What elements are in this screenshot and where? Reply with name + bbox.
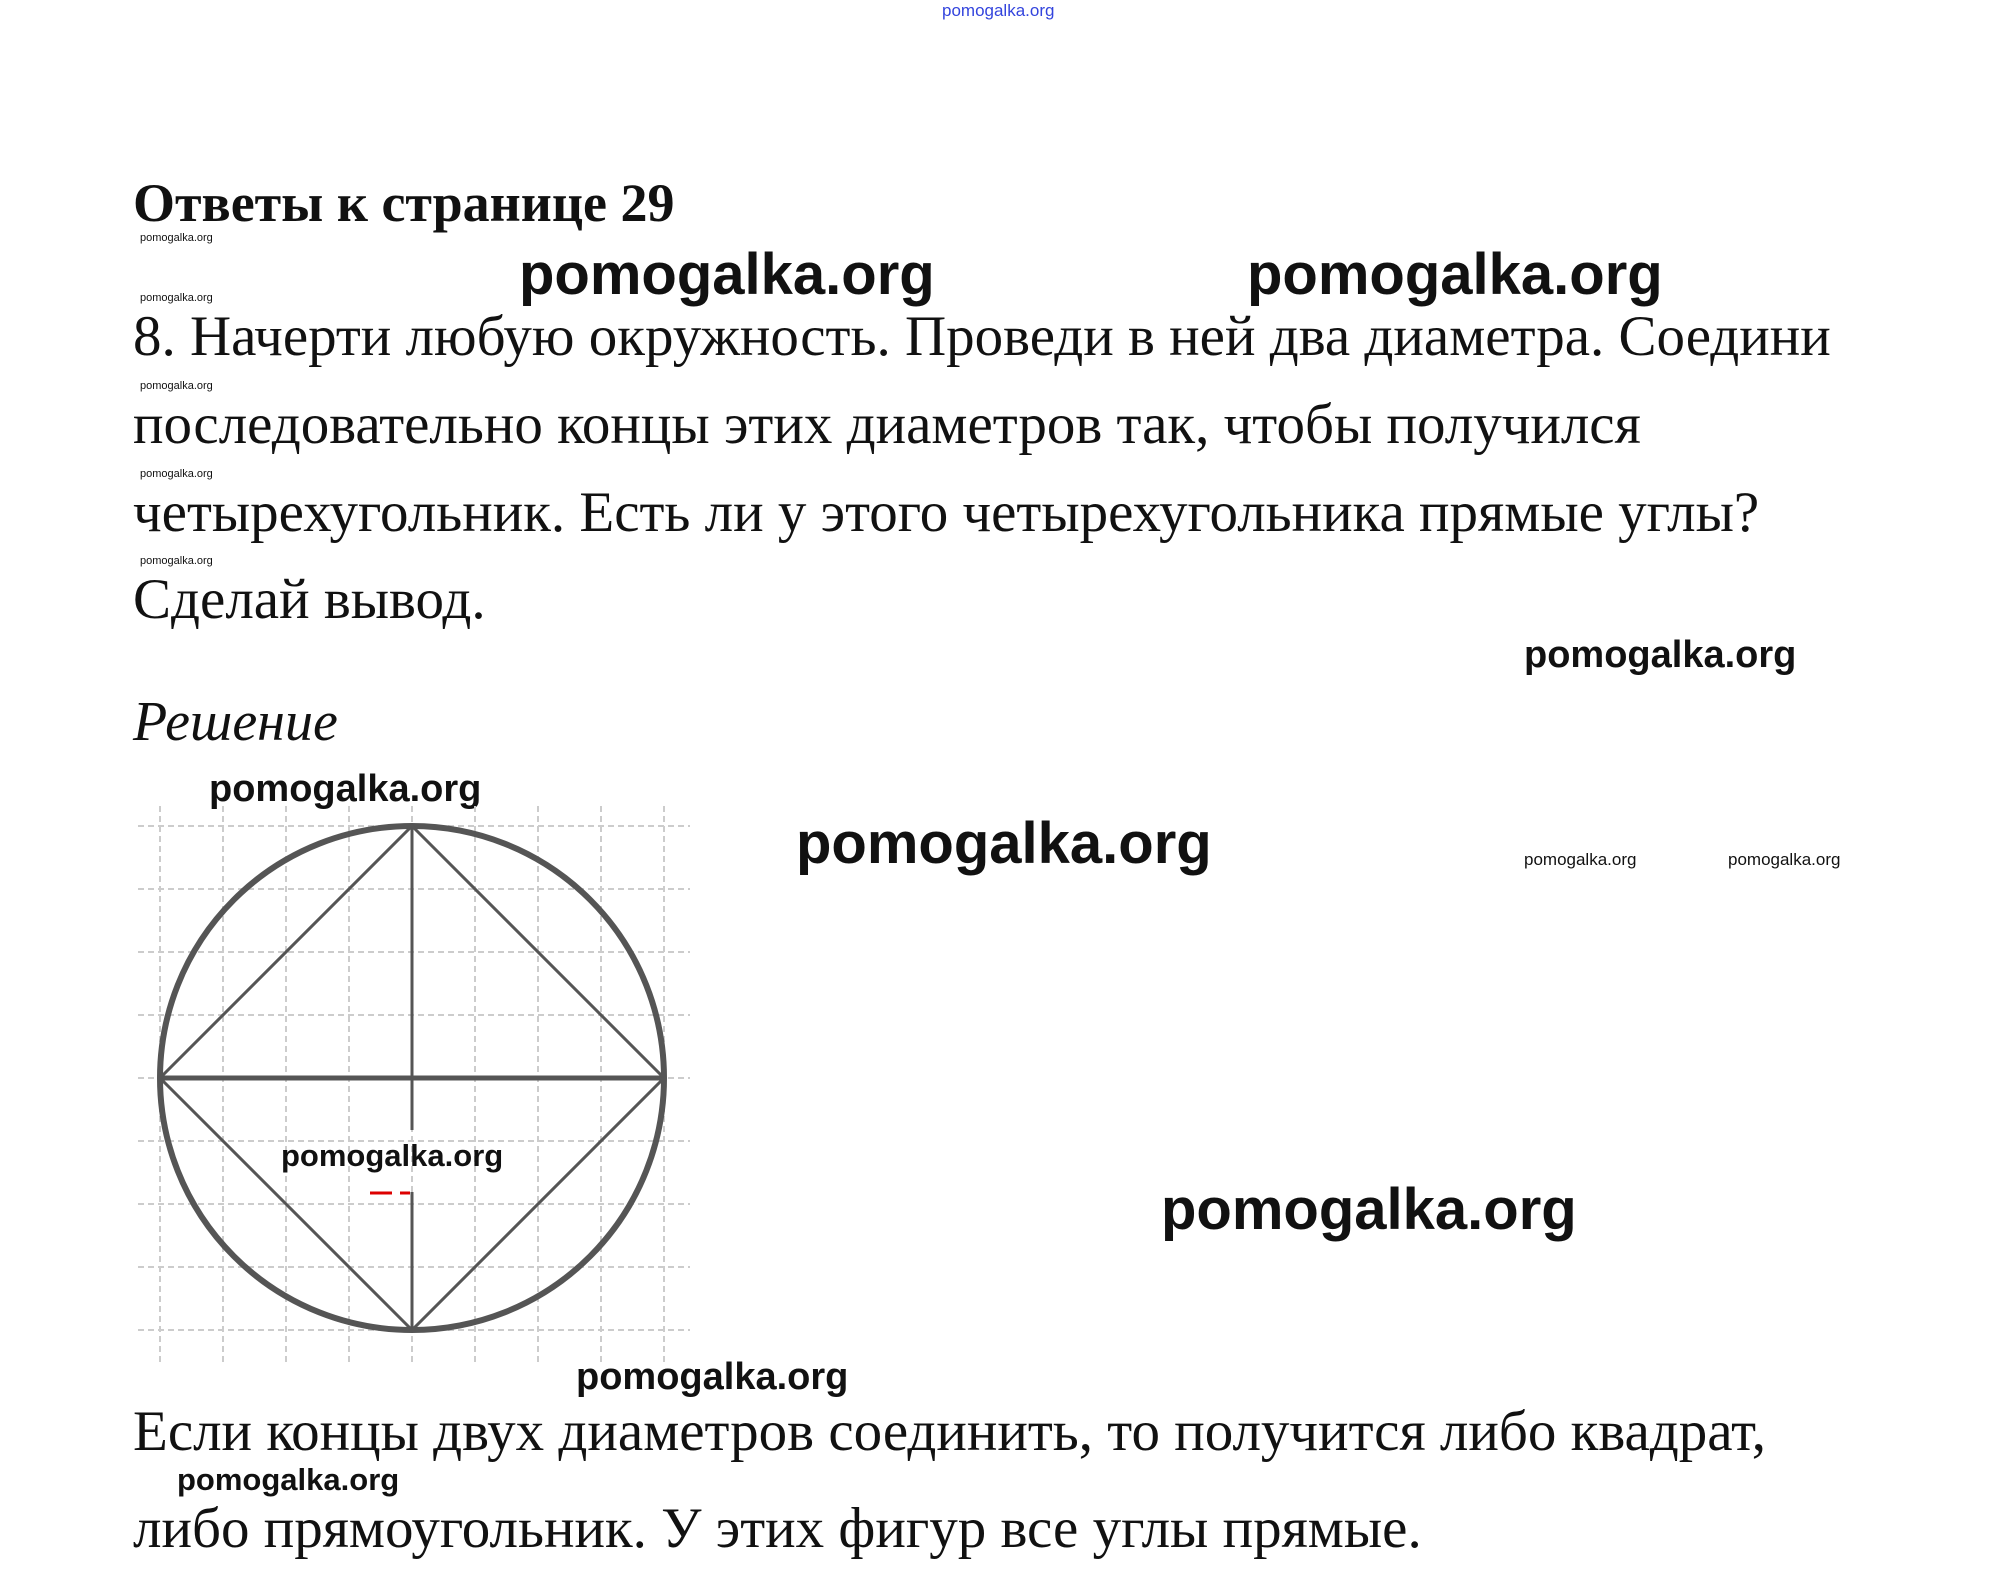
- watermark: pomogalka.org: [1524, 850, 1637, 869]
- watermark: pomogalka.org: [177, 1462, 400, 1497]
- circle-diameters-figure: [130, 800, 700, 1370]
- watermark: pomogalka.org: [209, 768, 482, 810]
- watermark: pomogalka.org: [796, 811, 1212, 876]
- watermark: pomogalka.org: [140, 292, 213, 304]
- answer-text-line: Если концы двух диаметров соединить, то получится либо квадрат,: [133, 1400, 1766, 1463]
- task-text-line: 8. Начерти любую окружность. Проведи в ней два диаметра. Соедини: [133, 305, 1831, 368]
- answer-text-line: либо прямоугольник. У этих фигур все углы прямые.: [133, 1497, 1422, 1560]
- watermark: pomogalka.org: [1524, 634, 1797, 676]
- solution-heading: Решение: [133, 691, 338, 753]
- watermark: pomogalka.org: [1161, 1177, 1577, 1242]
- page-title: Ответы к странице 29: [133, 173, 675, 233]
- watermark: pomogalka.org: [281, 1138, 504, 1173]
- watermark: pomogalka.org: [576, 1356, 849, 1398]
- task-text-line: четырехугольник. Есть ли у этого четырехугольника прямые углы?: [133, 481, 1760, 544]
- task-text-line: последовательно концы этих диаметров так, чтобы получился: [133, 393, 1641, 456]
- watermark: pomogalka.org: [1728, 850, 1841, 869]
- task-text-line: Сделай вывод.: [133, 568, 486, 631]
- header-watermark[interactable]: pomogalka.org: [942, 1, 1055, 20]
- watermark: pomogalka.org: [140, 232, 213, 244]
- watermark: pomogalka.org: [140, 380, 213, 392]
- watermark: pomogalka.org: [140, 468, 213, 480]
- watermark: pomogalka.org: [1247, 242, 1663, 307]
- watermark: pomogalka.org: [140, 555, 213, 567]
- grid: [138, 806, 690, 1365]
- watermark: pomogalka.org: [519, 242, 935, 307]
